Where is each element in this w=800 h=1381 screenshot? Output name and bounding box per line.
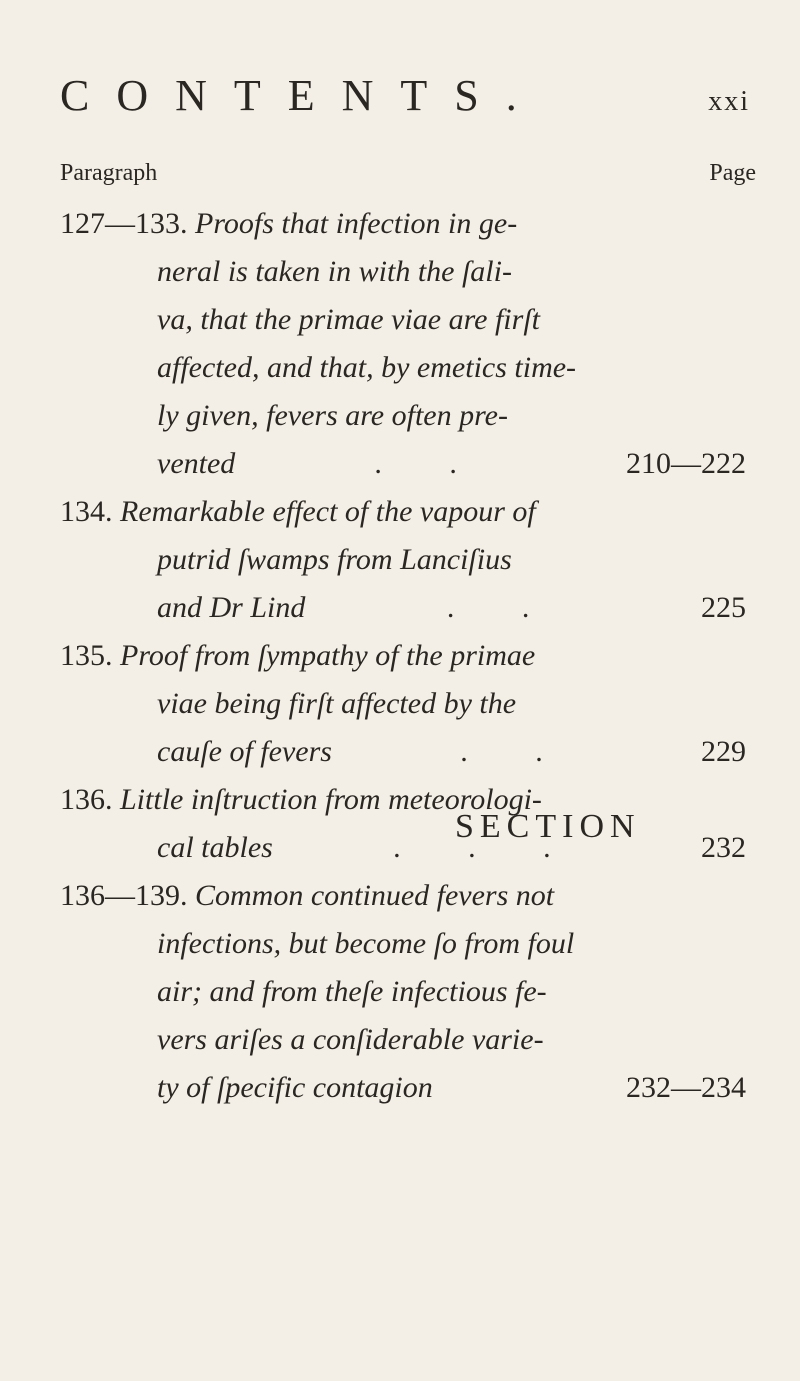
entry-last-line <box>60 1064 756 1112</box>
entry-text: vers ariſes a conſiderable varie- <box>157 1023 544 1056</box>
page-reference: 229 <box>701 735 746 768</box>
leader-dots: . . . <box>393 831 581 864</box>
leader-dots: . . <box>374 447 487 480</box>
entry-line <box>60 296 756 344</box>
paragraph-number: 136—139. <box>60 879 188 912</box>
page-reference: 210—222 <box>626 447 746 480</box>
entry-text: viae being firſt affected by the <box>157 687 517 720</box>
leader-dots: . . <box>446 591 560 624</box>
entry-text: ly given, fevers are often pre- <box>157 399 508 432</box>
leader-dots: . . <box>460 735 573 768</box>
entry-text: neral is taken in with the ſali- <box>157 255 512 288</box>
paragraph-number: 134. <box>60 495 113 528</box>
entry-line <box>60 680 756 728</box>
entry-text: vented <box>157 447 236 480</box>
contents-entry <box>60 632 756 776</box>
entry-line <box>60 632 756 680</box>
entry-text: cal tables <box>157 831 273 864</box>
page-reference: 232 <box>701 831 746 864</box>
paragraph-number: 135. <box>60 639 113 672</box>
entry-text: affected, and that, by emetics time- <box>157 351 577 384</box>
entry-line <box>60 488 756 536</box>
entry-text: air; and from theſe infectious fe- <box>157 975 547 1008</box>
entry-last-line <box>60 824 756 872</box>
entry-text: va, that the primae viae are firſt <box>157 303 540 336</box>
column-header-paragraph: Paragraph <box>60 160 158 186</box>
contents-entry <box>60 488 756 632</box>
entry-text: infections, but become ſo from foul <box>157 927 575 960</box>
paragraph-number: 136. <box>60 783 113 816</box>
entry-line <box>60 776 756 824</box>
entry-last-line <box>60 584 756 632</box>
entry-line <box>60 872 756 920</box>
page-reference: 232—234 <box>626 1071 746 1104</box>
entry-text: Proof from ſympathy of the primae <box>120 639 536 672</box>
entry-text: cauſe of fevers <box>157 735 332 768</box>
contents-entry <box>60 776 756 872</box>
entry-line <box>60 200 756 248</box>
entry-text: ty of ſpecific contagion <box>157 1071 433 1104</box>
entry-text: Common continued fevers not <box>195 879 555 912</box>
entry-line <box>60 344 756 392</box>
entry-text: putrid ſwamps from Lanciſius <box>157 543 512 576</box>
entry-last-line <box>60 728 756 776</box>
entry-text: Little inſtruction from meteorologi- <box>120 783 542 816</box>
header-title: CONTENTS. <box>60 71 544 120</box>
column-header-page: Page <box>709 160 756 186</box>
entry-line <box>60 536 756 584</box>
entry-text: and Dr Lind <box>157 591 306 624</box>
column-headers <box>60 160 756 187</box>
contents-list <box>60 200 756 1112</box>
entry-text: Proofs that infection in ge- <box>195 207 518 240</box>
contents-entry <box>60 872 756 1112</box>
entry-line <box>60 248 756 296</box>
paragraph-number: 127—133. <box>60 207 188 240</box>
running-header <box>60 70 750 121</box>
header-page-number: xxi <box>708 86 750 117</box>
entry-line <box>60 392 756 440</box>
contents-entry <box>60 200 756 488</box>
entry-line <box>60 1016 756 1064</box>
entry-last-line <box>60 440 756 488</box>
entry-line <box>60 968 756 1016</box>
entry-line <box>60 920 756 968</box>
entry-text: Remarkable effect of the vapour of <box>120 495 536 528</box>
page-reference: 225 <box>701 591 746 624</box>
catchword: SECTION <box>455 808 641 845</box>
